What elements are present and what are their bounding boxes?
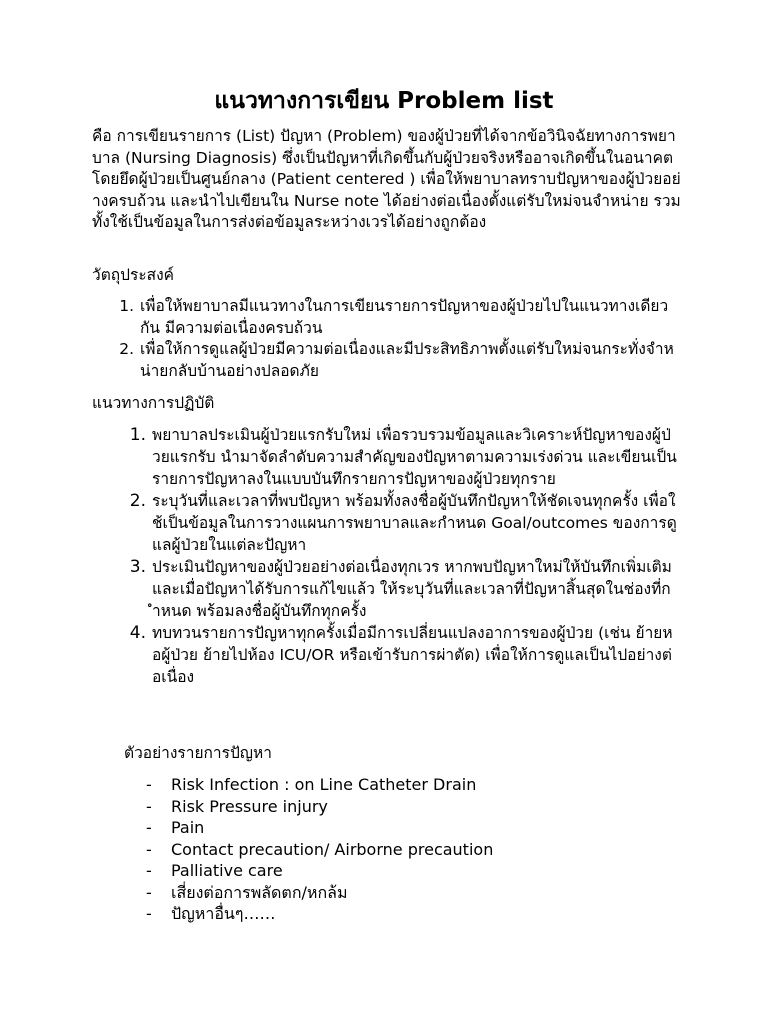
item-text: Risk Pressure injury <box>171 796 328 816</box>
steps-list <box>129 424 677 688</box>
item-text: Contact precaution/ Airborne precaution <box>171 839 494 859</box>
list-item <box>129 424 677 490</box>
item-text: Palliative care <box>171 861 283 880</box>
intro-paragraph: คือ การเขียนรายการ (List) ปัญหา (Problem) ของผู้ป่วยที่ได้จากข้อวินิจฉัยทางการพยาบาล (Nursing Diagnosis) ซึ่งเป็นปัญหาที่เกิดขึ้นกับผู้ป่วยจริงหรืออาจเกิดขึ้นในอนาคต โดยยึดผู้ป่วยเป็นศูนย์กลาง (Patient centered ) เพื่อให้พยาบาลทราบปัญหาของผู้ป่วยอย่างครบถ้วน และนำไปเขียนใน Nurse note ได้อย่างต่อเนื่องตั้งแต่รับใหม่จนจำหน่าย รวมทั้งใช้เป็นข้อมูลในการส่งต่อข้อมูลระหว่างเวรได้อย่างถูกต้อง <box>92 127 681 231</box>
bullet-dash: - <box>146 904 152 923</box>
list-item <box>146 839 666 861</box>
purpose-list <box>119 296 675 382</box>
steps-heading: แนวทางการปฏิบัติ <box>92 394 215 412</box>
bullet-dash: - <box>146 839 152 859</box>
list-item <box>146 796 666 818</box>
purpose-heading: วัตถุประสงค์ <box>92 266 175 284</box>
item-text: Risk Infection : on Line Catheter Drain <box>171 775 477 794</box>
item-number: 4. <box>129 623 146 643</box>
list-item <box>129 622 677 688</box>
item-text: ระบุวันที่และเวลาที่พบปัญหา พร้อมทั้งลงชื่อผู้บันทึกปัญหาให้ชัดเจนทุกครั้ง เพื่อใช้เป็นข้อมูลในการวางแผนการพยาบาลและกำหนด Goal/outcomes ของการดูแลผู้ป่วยในแต่ละปัญหา <box>152 492 677 554</box>
list-item <box>146 774 666 796</box>
bullet-dash: - <box>146 882 152 902</box>
list-item <box>146 882 666 904</box>
bullet-dash: - <box>146 775 152 794</box>
examples-heading: ตัวอย่างรายการปัญหา <box>124 744 272 762</box>
list-item <box>119 296 675 339</box>
list-item <box>146 903 666 925</box>
item-text: ประเมินปัญหาของผู้ป่วยอย่างต่อเนื่องทุกเวร หากพบปัญหาใหม่ให้บันทึกเพิ่มเติม และเมื่อปัญหาได้รับการแก้ไขแล้ว ให้ระบุวันที่และเวลาที่ปัญหาสิ้นสุดในช่องที่กำหนด พร้อมลงชื่อผู้บันทึกทุกครั้ง <box>152 558 672 620</box>
item-text: Pain <box>171 818 205 837</box>
item-number: 2. <box>119 340 134 358</box>
item-text: เพื่อให้การดูแลผู้ป่วยมีความต่อเนื่องและมีประสิทธิภาพตั้งแต่รับใหม่จนกระทั่งจำหน่ายกลับบ้านอย่างปลอดภัย <box>140 340 674 380</box>
bullet-dash: - <box>146 861 152 880</box>
item-text: เพื่อให้พยาบาลมีแนวทางในการเขียนรายการปัญหาของผู้ป่วยไปในแนวทางเดียวกัน มีความต่อเนื่องครบถ้วน <box>140 297 669 337</box>
examples-list <box>146 774 666 925</box>
page-title: แนวทางการเขียน Problem list <box>214 88 554 114</box>
list-item <box>129 490 677 556</box>
item-text: ทบทวนรายการปัญหาทุกครั้งเมื่อมีการเปลี่ยนแปลงอาการของผู้ป่วย (เช่น ย้ายหอผู้ป่วย ย้ายไปห้อง ICU/OR หรือเข้ารับการผ่าตัด) เพื่อให้การดูแลเป็นไปอย่างต่อเนื่อง <box>152 624 673 686</box>
bullet-dash: - <box>146 796 152 816</box>
item-number: 3. <box>129 557 146 577</box>
item-number: 1. <box>129 425 146 445</box>
item-number: 1. <box>119 297 134 315</box>
list-item <box>146 860 666 882</box>
item-number: 2. <box>129 491 146 511</box>
list-item <box>129 556 677 622</box>
item-text: พยาบาลประเมินผู้ป่วยแรกรับใหม่ เพื่อรวบรวมข้อมูลและวิเคราะห์ปัญหาของผู้ป่วยแรกรับ นำมาจัดลำดับความสำคัญของปัญหาตามความเร่งด่วน และเขียนเป็นรายการปัญหาลงในแบบบันทึกรายการปัญหาของผู้ป่วยทุกราย <box>152 426 677 488</box>
list-item <box>146 817 666 839</box>
item-text: ปัญหาอื่นๆ…… <box>171 904 276 923</box>
bullet-dash: - <box>146 818 152 837</box>
item-text: เสี่ยงต่อการพลัดตก/หกล้ม <box>171 882 348 902</box>
list-item <box>119 339 675 382</box>
